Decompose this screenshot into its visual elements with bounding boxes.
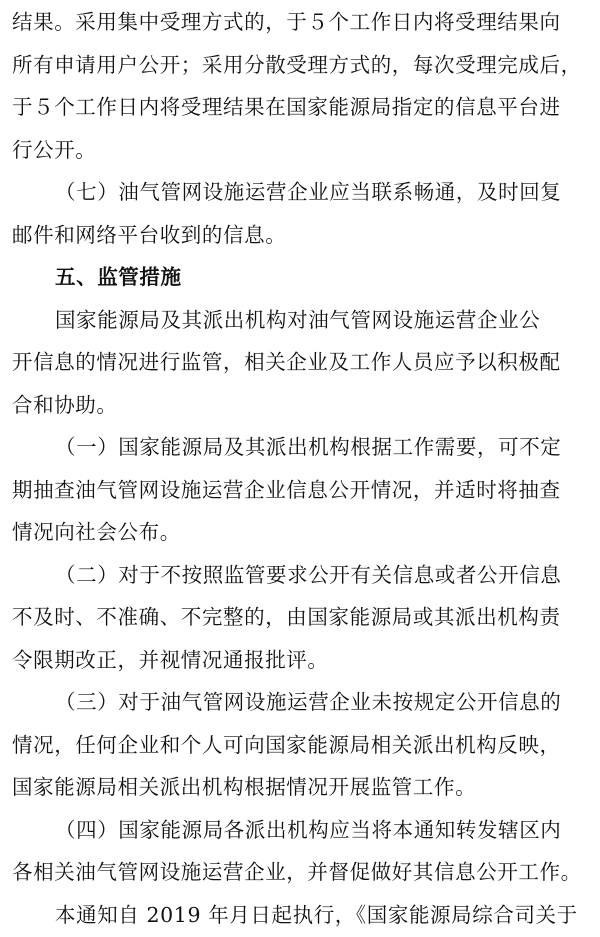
text-line: （一）国家能源局及其派出机构根据工作需要，可不定 [55,435,562,459]
text-line: （二）对于不按照监管要求公开有关信息或者公开信息 [55,563,562,587]
text-line: 行公开。 [12,138,97,162]
text-line: 合和协助。 [12,393,118,417]
text-line: 情况，任何企业和个人可向国家能源局相关派出机构反映， [12,733,561,757]
text-line: （三）对于油气管网设施运营企业未按规定公开信息的 [55,690,562,714]
section-heading: 五、监管措施 [55,265,182,289]
text-line: 于５个工作日内将受理结果在国家能源局指定的信息平台进 [12,95,561,119]
text-line: 开信息的情况进行监管，相关企业及工作人员应予以积极配 [12,350,561,374]
text-line: 本通知自 2019 年月日起执行，《国家能源局综合司关于 [55,903,578,927]
text-line: （七）油气管网设施运营企业应当联系畅通，及时回复 [55,180,562,204]
text-line: 邮件和网络平台收到的信息。 [12,223,287,247]
text-line: 不及时、不准确、不完整的，由国家能源局或其派出机构责 [12,605,561,629]
text-line: 国家能源局及其派出机构对油气管网设施运营企业公 [55,308,541,332]
text-line: 结果。采用集中受理方式的，于５个工作日内将受理结果向 [12,10,561,34]
text-line: 所有申请用户公开；采用分散受理方式的，每次受理完成后， [12,53,582,77]
text-line: 国家能源局相关派出机构根据情况开展监管工作。 [12,775,477,799]
text-line: （四）国家能源局各派出机构应当将本通知转发辖区内 [55,818,562,842]
text-line: 期抽查油气管网设施运营企业信息公开情况，并适时将抽查 [12,478,561,502]
text-line: 令限期改正，并视情况通报批评。 [12,648,329,672]
text-line: 情况向社会公布。 [12,520,181,544]
text-line: 各相关油气管网设施运营企业，并督促做好其信息公开工作。 [12,860,582,884]
